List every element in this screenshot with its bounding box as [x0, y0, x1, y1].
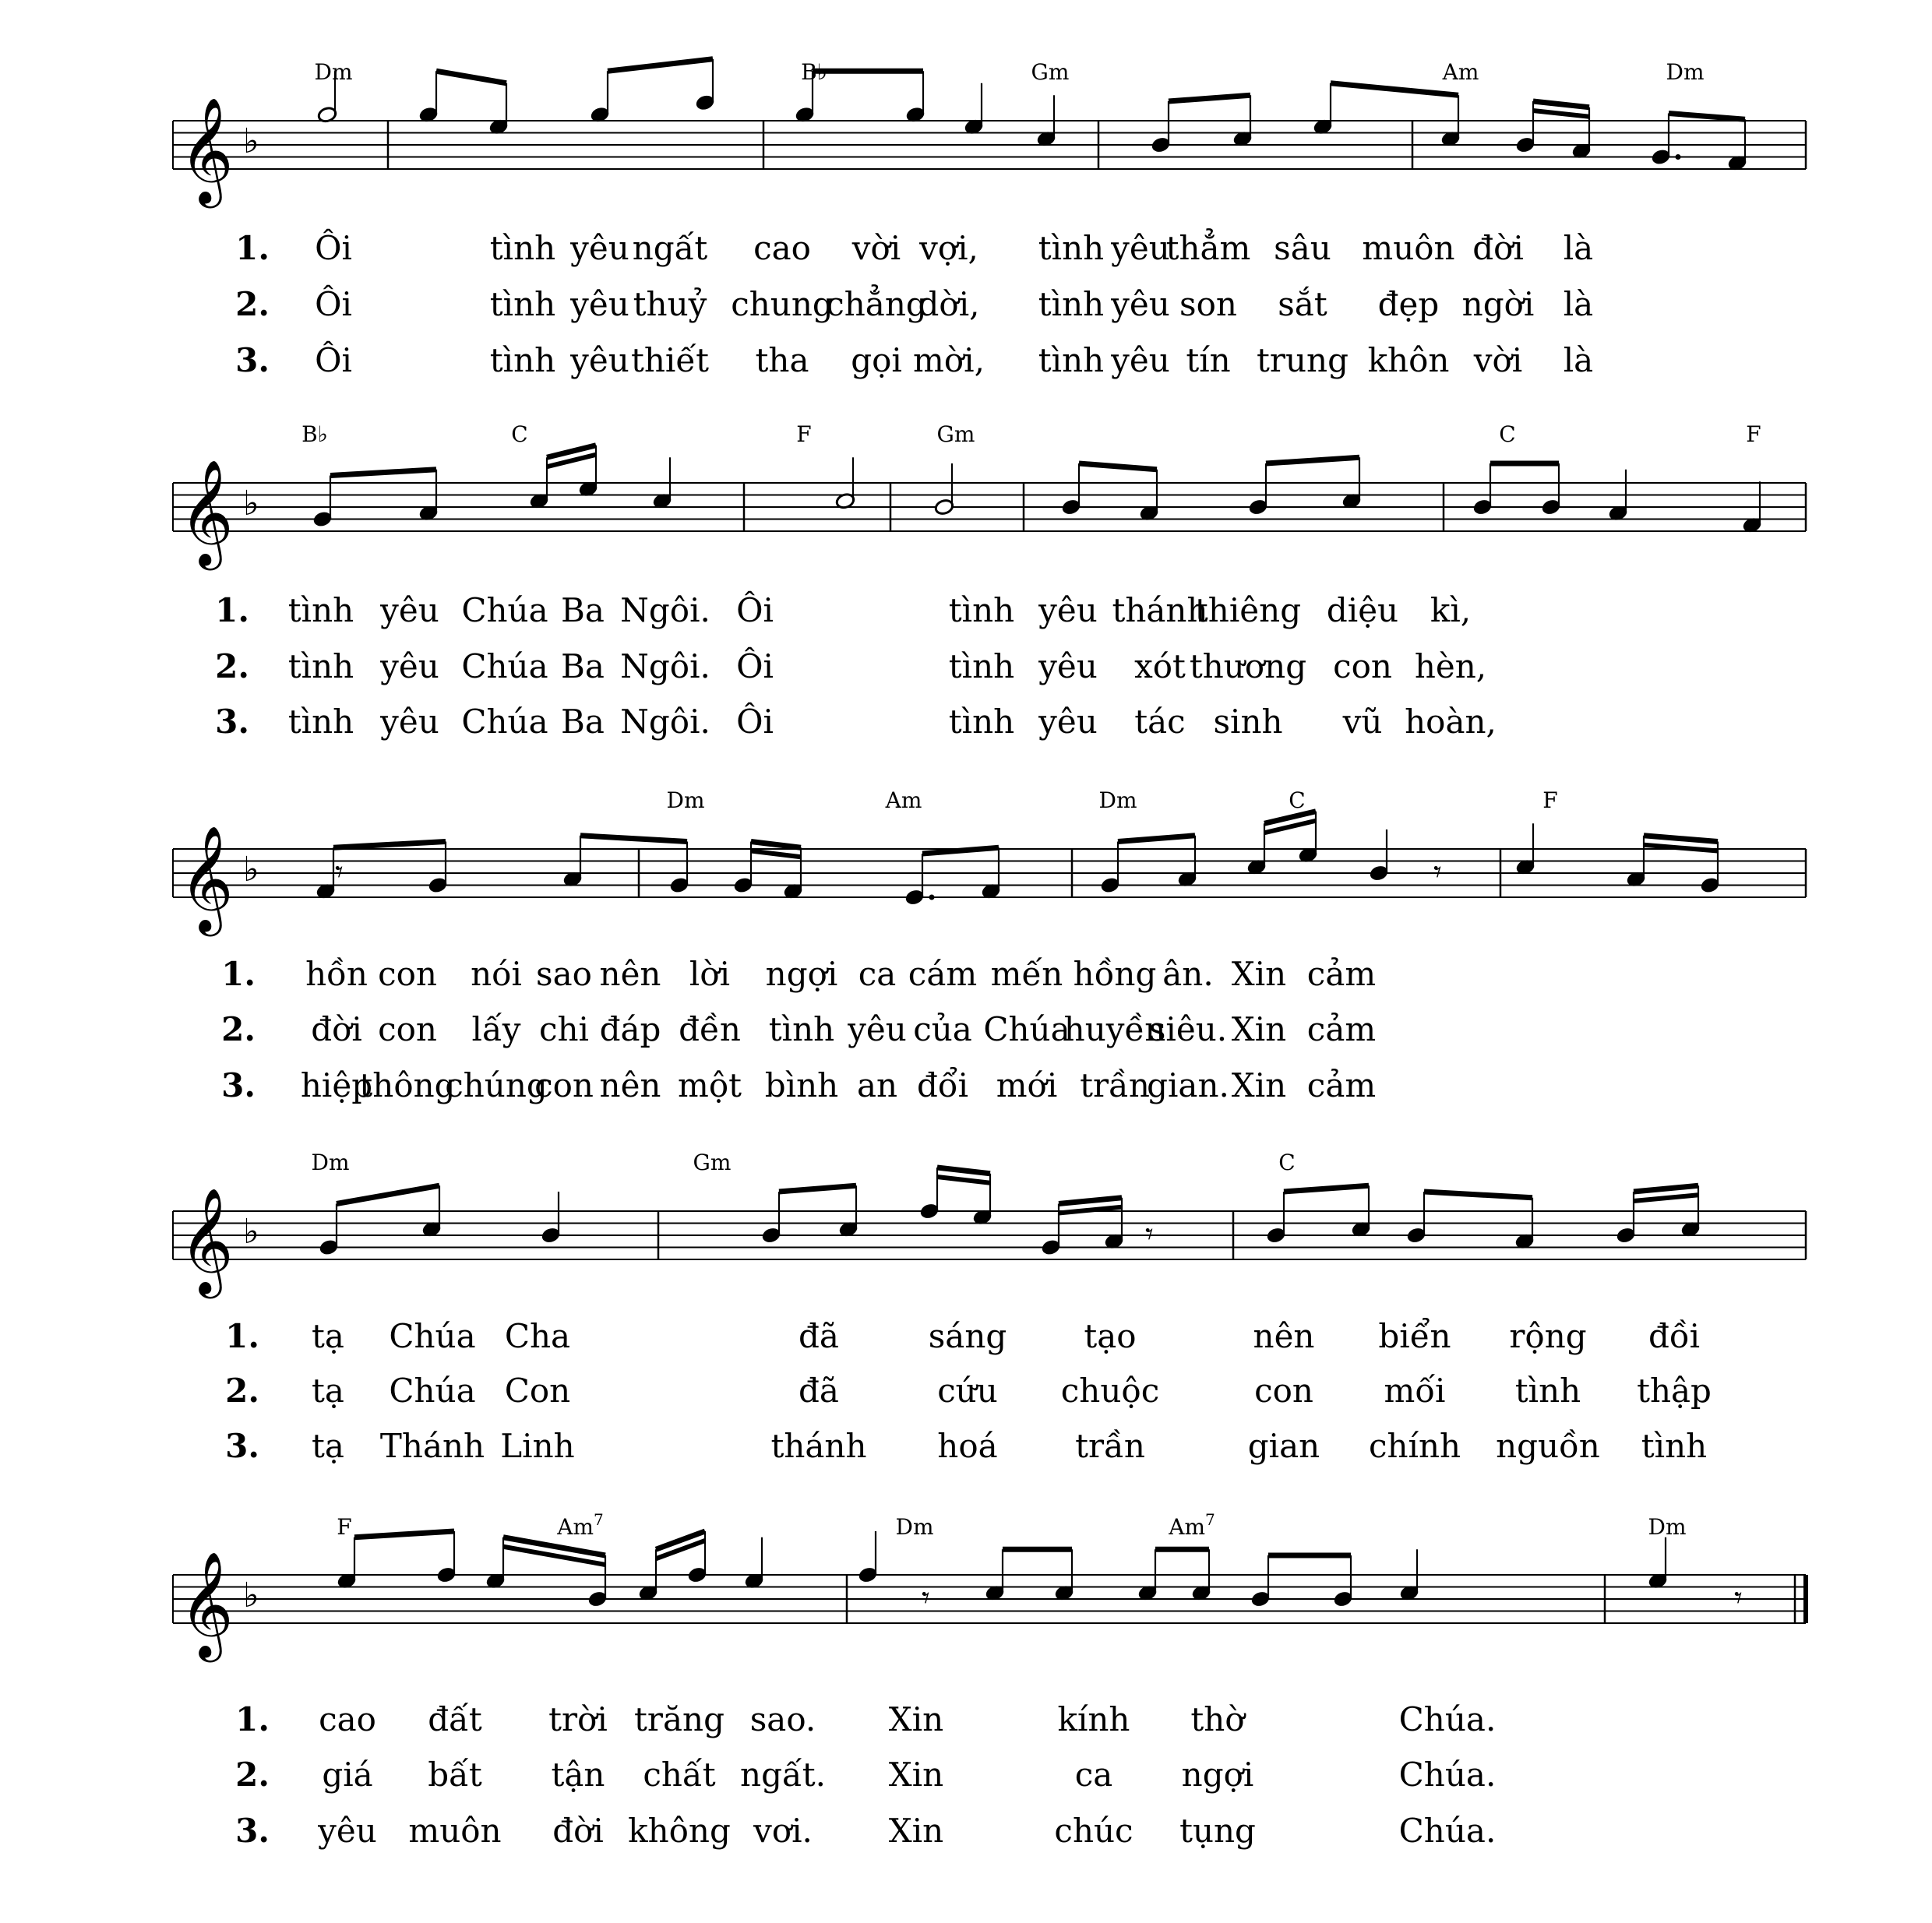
chord-symbol: B♭: [301, 421, 328, 447]
lyric-syllable: Chúa: [461, 703, 548, 741]
lyric-syllable: cảm: [1306, 1010, 1377, 1048]
lyric-syllable: yêu: [318, 1812, 377, 1850]
lyric-syllable: Chúa.: [1398, 1756, 1497, 1794]
treble-clef-icon: 𝄞: [179, 824, 234, 932]
lyric-syllable: không: [628, 1812, 731, 1850]
verse-number: 1.: [221, 955, 256, 993]
chord-symbol: Dm: [1098, 787, 1137, 813]
chord-symbol: F: [1542, 787, 1558, 813]
beam: [779, 1185, 856, 1192]
lyric-syllable: vời: [851, 229, 901, 267]
lyric-syllable: cám: [908, 955, 978, 993]
lyric-syllable: chính: [1368, 1427, 1461, 1465]
lyric-syllable: an: [856, 1066, 898, 1104]
lyric-syllable: yêu: [1111, 285, 1170, 323]
lyric-syllable: yêu: [570, 285, 629, 323]
beam-secondary: [1634, 1195, 1698, 1201]
verse-number: 3.: [221, 1066, 256, 1104]
lyric-syllable: nguồn: [1496, 1427, 1600, 1465]
lyric-syllable: là: [1563, 285, 1594, 323]
lyric-syllable: kính: [1057, 1700, 1130, 1738]
lyric-syllable: mới: [996, 1066, 1058, 1104]
lyric-syllable: con: [1333, 647, 1392, 685]
beam: [1634, 1185, 1698, 1192]
lyric-syllable: yêu: [380, 591, 439, 629]
verse-number: 3.: [215, 703, 249, 741]
chord-symbol: C: [511, 421, 528, 447]
lyric-syllable: tác: [1134, 703, 1186, 741]
lyric-syllable: tín: [1186, 341, 1231, 379]
lyric-syllable: trung: [1257, 341, 1349, 379]
verse-number: 2.: [215, 647, 249, 685]
beam: [333, 842, 446, 848]
lyric-syllable: son: [1179, 285, 1237, 323]
lyric-syllable: Ôi: [736, 703, 774, 741]
verse-number: 2.: [235, 1756, 270, 1794]
lyric-syllable: Chúa: [461, 591, 548, 629]
lyric-syllable: lấy: [471, 1010, 521, 1048]
augmentation-dot: [929, 895, 935, 900]
lyric-syllable: mến: [990, 955, 1063, 993]
lyric-syllable: yêu: [1038, 647, 1098, 685]
verse-number: 1.: [235, 1700, 270, 1738]
lyric-syllable: Xin: [1231, 1010, 1287, 1048]
chord-symbol: Dm: [1666, 59, 1705, 85]
lyric-syllable: tình: [768, 1010, 835, 1048]
lyric-syllable: tình: [1038, 341, 1105, 379]
lyric-syllable: xót: [1134, 647, 1186, 685]
verse-number: 1.: [235, 229, 270, 267]
beam: [337, 1185, 439, 1203]
lyric-syllable: đã: [799, 1372, 839, 1410]
lyric-syllable: ngời: [1461, 285, 1535, 323]
lyric-syllable: ân.: [1162, 955, 1214, 993]
beam-secondary: [1533, 111, 1589, 117]
beam: [1669, 114, 1745, 120]
lyric-syllable: thông: [359, 1066, 456, 1104]
beam-secondary: [751, 851, 801, 858]
lyric-syllable: nói: [471, 955, 522, 993]
beam: [354, 1531, 454, 1537]
lyric-syllable: siêu.: [1148, 1010, 1228, 1048]
lyric-syllable: chẳng: [826, 285, 927, 323]
lyric-syllable: Ba: [561, 703, 605, 741]
lyric-syllable: nên: [599, 1066, 661, 1104]
lyric-syllable: hoá: [937, 1427, 998, 1465]
chord-symbol: C: [1278, 1150, 1296, 1175]
lyric-syllable: Xin: [888, 1756, 944, 1794]
beam: [1266, 457, 1359, 463]
lyric-syllable: tình: [1514, 1372, 1581, 1410]
lyric-syllable: chúc: [1054, 1812, 1133, 1850]
verse-number: 1.: [225, 1317, 259, 1355]
treble-clef-icon: 𝄞: [179, 458, 234, 565]
chord-symbol: Dm: [1648, 1514, 1687, 1540]
lyric-syllable: gọi: [851, 341, 902, 379]
lyric-syllable: tình: [489, 285, 556, 323]
lyric-syllable: nên: [1253, 1317, 1315, 1355]
beam: [580, 836, 687, 842]
lyric-syllable: tình: [1038, 229, 1105, 267]
lyric-syllable: Ôi: [315, 285, 352, 323]
lyric-syllable: tình: [287, 591, 354, 629]
lyric-syllable: ngợi: [765, 955, 838, 993]
lyric-syllable: đẹp: [1377, 285, 1440, 323]
lyric-syllable: là: [1563, 229, 1594, 267]
lyric-syllable: tình: [489, 341, 556, 379]
lyric-syllable: gian: [1247, 1427, 1320, 1465]
beam: [1079, 463, 1157, 470]
lyric-syllable: bất: [428, 1756, 482, 1794]
lyric-syllable: Xin: [1231, 955, 1287, 993]
flat-key-signature-icon: ♭: [243, 850, 259, 889]
verse-number: 3.: [235, 341, 270, 379]
beam: [436, 71, 506, 83]
lyric-syllable: tình: [489, 229, 556, 267]
lyric-syllable: cao: [753, 229, 811, 267]
lyric-syllable: biển: [1378, 1317, 1451, 1355]
lyric-syllable: Chúa.: [1398, 1812, 1497, 1850]
lyric-syllable: đền: [679, 1010, 741, 1048]
lyrics: [215, 227, 1712, 1850]
lyric-syllable: Cha: [504, 1317, 571, 1355]
lyric-syllable: tình: [287, 647, 354, 685]
lyric-syllable: đời: [311, 1010, 362, 1048]
beam-secondary: [656, 1541, 705, 1558]
beam: [1644, 836, 1718, 842]
lyric-syllable: yêu: [1038, 591, 1098, 629]
lyric-syllable: hồng: [1073, 955, 1157, 993]
verse-number: 3.: [225, 1427, 259, 1465]
lyric-syllable: diệu: [1326, 591, 1399, 629]
lyric-syllable: ngất.: [740, 1756, 826, 1794]
lyric-syllable: tình: [948, 703, 1015, 741]
lyric-syllable: tạ: [312, 1372, 344, 1410]
beam-secondary: [937, 1177, 990, 1183]
chord-symbol: Gm: [936, 421, 975, 447]
lyric-syllable: thẳm: [1165, 229, 1251, 267]
lyric-syllable: tình: [1641, 1427, 1708, 1465]
lyric-syllable: Ba: [561, 591, 605, 629]
lyric-syllable: đổi: [916, 1066, 969, 1104]
chord-symbol: Dm: [666, 787, 705, 813]
lyric-syllable: ngợi: [1181, 1756, 1254, 1794]
verse-number: 2.: [225, 1372, 259, 1410]
chord-symbol: B♭: [801, 59, 827, 85]
lyric-syllable: Ngôi.: [620, 703, 710, 741]
lyric-syllable: yêu: [380, 647, 439, 685]
lyric-syllable: yêu: [570, 229, 629, 267]
lyric-syllable: đồi: [1648, 1317, 1701, 1355]
beam: [1331, 83, 1458, 96]
lyric-syllable: nên: [599, 955, 661, 993]
lyric-syllable: hoàn,: [1405, 703, 1497, 741]
lyric-syllable: đã: [799, 1317, 839, 1355]
chord-symbol: F: [796, 421, 812, 447]
lyric-syllable: yêu: [1111, 341, 1170, 379]
lyric-syllable: Chúa: [461, 647, 548, 685]
lyric-syllable: Linh: [500, 1427, 575, 1465]
lyric-syllable: kì,: [1430, 591, 1472, 629]
lyric-syllable: là: [1563, 341, 1594, 379]
lyric-syllable: con: [1254, 1372, 1313, 1410]
lyric-syllable: tận: [551, 1756, 605, 1794]
chord-symbol: Gm: [693, 1150, 732, 1175]
lyric-syllable: tình: [948, 647, 1015, 685]
lyric-syllable: Chúa.: [1398, 1700, 1497, 1738]
lyric-syllable: Xin: [888, 1700, 944, 1738]
lyric-syllable: tha: [755, 341, 809, 379]
lyric-syllable: giá: [322, 1756, 373, 1794]
chord-symbol: F: [1746, 421, 1761, 447]
lyric-syllable: thánh: [770, 1427, 867, 1465]
lyric-syllable: trăng: [634, 1700, 724, 1738]
beam: [608, 59, 713, 72]
lyric-syllable: trần: [1075, 1427, 1145, 1465]
lyric-syllable: một: [678, 1066, 742, 1104]
beam: [330, 470, 436, 476]
lyric-syllable: sao: [536, 955, 592, 993]
lyric-syllable: muôn: [1362, 229, 1455, 267]
chord-symbol: Dm: [314, 59, 353, 85]
lyric-syllable: yêu: [1111, 229, 1170, 267]
lyric-syllable: sâu: [1274, 229, 1331, 267]
lyric-syllable: chuộc: [1060, 1372, 1160, 1410]
lyric-syllable: tạ: [312, 1427, 344, 1465]
lyric-syllable: con: [378, 1010, 437, 1048]
flat-key-signature-icon: ♭: [243, 1576, 259, 1615]
chord-symbol: Dm: [311, 1150, 350, 1175]
lyric-syllable: thánh: [1112, 591, 1208, 629]
lyric-syllable: cảm: [1306, 1066, 1377, 1104]
beam-secondary: [503, 1547, 605, 1565]
lyric-syllable: chúng: [445, 1066, 548, 1104]
lyric-syllable: Thánh: [379, 1427, 485, 1465]
flat-key-signature-icon: ♭: [243, 484, 259, 523]
verse-number: 3.: [235, 1812, 270, 1850]
lyric-syllable: tạ: [312, 1317, 344, 1355]
lyric-syllable: trần: [1080, 1066, 1150, 1104]
eighth-rest-icon: 𝄾: [922, 1580, 930, 1616]
lyric-syllable: yêu: [570, 341, 629, 379]
lyric-syllable: tình: [948, 591, 1015, 629]
lyric-syllable: yêu: [1038, 703, 1098, 741]
lyric-syllable: cao: [319, 1700, 376, 1738]
lyric-syllable: Xin: [1231, 1066, 1287, 1104]
lyric-syllable: Ôi: [315, 229, 352, 267]
lyric-syllable: ca: [858, 955, 897, 993]
lyric-syllable: gian.: [1147, 1066, 1229, 1104]
augmentation-dot: [1676, 154, 1681, 160]
lyric-syllable: hèn,: [1414, 647, 1487, 685]
beam: [656, 1531, 705, 1549]
lyric-syllable: chung: [731, 285, 834, 323]
beam-secondary: [1059, 1207, 1122, 1213]
lyric-syllable: đời: [1472, 229, 1524, 267]
lyric-syllable: Ngôi.: [620, 591, 710, 629]
lyric-syllable: Chúa: [389, 1317, 476, 1355]
lyric-syllable: sinh: [1213, 703, 1283, 741]
beam: [1424, 1192, 1532, 1198]
eighth-rest-icon: 𝄾: [335, 854, 344, 890]
lyric-syllable: thờ: [1190, 1700, 1245, 1738]
lyric-syllable: bình: [764, 1066, 839, 1104]
lyric-syllable: sáng: [928, 1317, 1007, 1355]
lyric-syllable: chất: [643, 1756, 716, 1794]
chord-symbol: Am: [885, 787, 922, 813]
lyric-syllable: sao.: [749, 1700, 816, 1738]
lyric-syllable: rộng: [1509, 1317, 1587, 1355]
flat-key-signature-icon: ♭: [243, 1212, 259, 1252]
lyric-syllable: tụng: [1179, 1812, 1256, 1850]
lyric-syllable: Con: [504, 1372, 571, 1410]
lyric-syllable: Xin: [888, 1812, 944, 1850]
beam: [937, 1168, 990, 1174]
lyric-syllable: hồn: [305, 955, 368, 993]
beam: [1284, 1185, 1369, 1192]
lyric-syllable: thuỷ: [633, 285, 707, 323]
chord-symbol: Am$^7$: [557, 1510, 604, 1540]
beam: [1059, 1198, 1122, 1204]
beam: [503, 1537, 605, 1555]
beam: [1118, 836, 1195, 842]
lyric-syllable: cứu: [937, 1372, 998, 1410]
lyric-syllable: con: [534, 1066, 594, 1104]
lyric-syllable: thương: [1189, 647, 1307, 685]
lyric-syllable: yêu: [848, 1010, 907, 1048]
chord-symbol: Dm: [895, 1514, 934, 1540]
lyric-syllable: Chúa: [983, 1010, 1070, 1048]
lyric-syllable: thiết: [630, 341, 710, 379]
lyric-syllable: muôn: [408, 1812, 502, 1850]
lyric-syllable: Ôi: [315, 341, 352, 379]
chord-symbol: Am$^7$: [1169, 1510, 1215, 1540]
verse-number: 2.: [235, 285, 270, 323]
lyric-syllable: Chúa: [389, 1372, 476, 1410]
chord-symbol: C: [1499, 421, 1516, 447]
lyric-syllable: của: [913, 1010, 972, 1048]
lyric-syllable: đời: [552, 1812, 604, 1850]
verse-number: 1.: [215, 591, 249, 629]
lyric-syllable: tình: [1038, 285, 1105, 323]
lyric-syllable: lời: [689, 955, 731, 993]
lyric-syllable: Ngôi.: [620, 647, 710, 685]
chord-symbol: Am: [1442, 59, 1479, 85]
lyric-syllable: tình: [287, 703, 354, 741]
lyric-syllable: Ôi: [736, 591, 774, 629]
lyric-syllable: dời,: [918, 285, 980, 323]
eighth-rest-icon: 𝄾: [1145, 1217, 1154, 1252]
lyric-syllable: thập: [1637, 1372, 1712, 1410]
lyric-syllable: vơi.: [753, 1812, 813, 1850]
chord-symbol: F: [337, 1514, 352, 1540]
beam: [1533, 101, 1589, 107]
eighth-rest-icon: 𝄾: [1433, 854, 1442, 890]
lyric-syllable: hiệp: [300, 1066, 373, 1104]
lyric-syllable: con: [378, 955, 437, 993]
lyric-syllable: Ôi: [736, 647, 774, 685]
lyric-syllable: vợi,: [919, 229, 978, 267]
beam: [751, 842, 801, 848]
beam: [1169, 95, 1250, 101]
treble-clef-icon: 𝄞: [179, 96, 234, 203]
lyric-syllable: huyền: [1063, 1010, 1166, 1048]
lyric-syllable: chi: [538, 1010, 590, 1048]
lyric-syllable: mối: [1384, 1372, 1446, 1410]
lyric-syllable: đáp: [599, 1010, 661, 1048]
lyric-syllable: yêu: [380, 703, 439, 741]
lyric-syllable: trời: [548, 1700, 608, 1738]
chord-symbol: Gm: [1031, 59, 1070, 85]
flat-key-signature-icon: ♭: [243, 122, 259, 161]
treble-clef-icon: 𝄞: [179, 1186, 234, 1294]
lyric-syllable: vũ: [1342, 703, 1383, 741]
verse-number: 2.: [221, 1010, 256, 1048]
lyric-syllable: ngất: [632, 229, 708, 267]
lyric-syllable: thiêng: [1194, 591, 1302, 629]
treble-clef-icon: 𝄞: [179, 1550, 234, 1657]
lyric-syllable: ca: [1074, 1756, 1113, 1794]
chord-symbol: C: [1289, 787, 1306, 813]
lyric-syllable: mời,: [913, 341, 985, 379]
beam-secondary: [1644, 845, 1718, 851]
lyric-syllable: đất: [428, 1700, 482, 1738]
lyric-syllable: cảm: [1306, 955, 1377, 993]
lyric-syllable: vời: [1473, 341, 1523, 379]
lyric-syllable: sắt: [1278, 285, 1327, 323]
lyric-syllable: khôn: [1367, 341, 1450, 379]
lyric-syllable: Ba: [561, 647, 605, 685]
eighth-rest-icon: 𝄾: [1734, 1580, 1743, 1616]
lyric-syllable: tạo: [1084, 1317, 1137, 1355]
